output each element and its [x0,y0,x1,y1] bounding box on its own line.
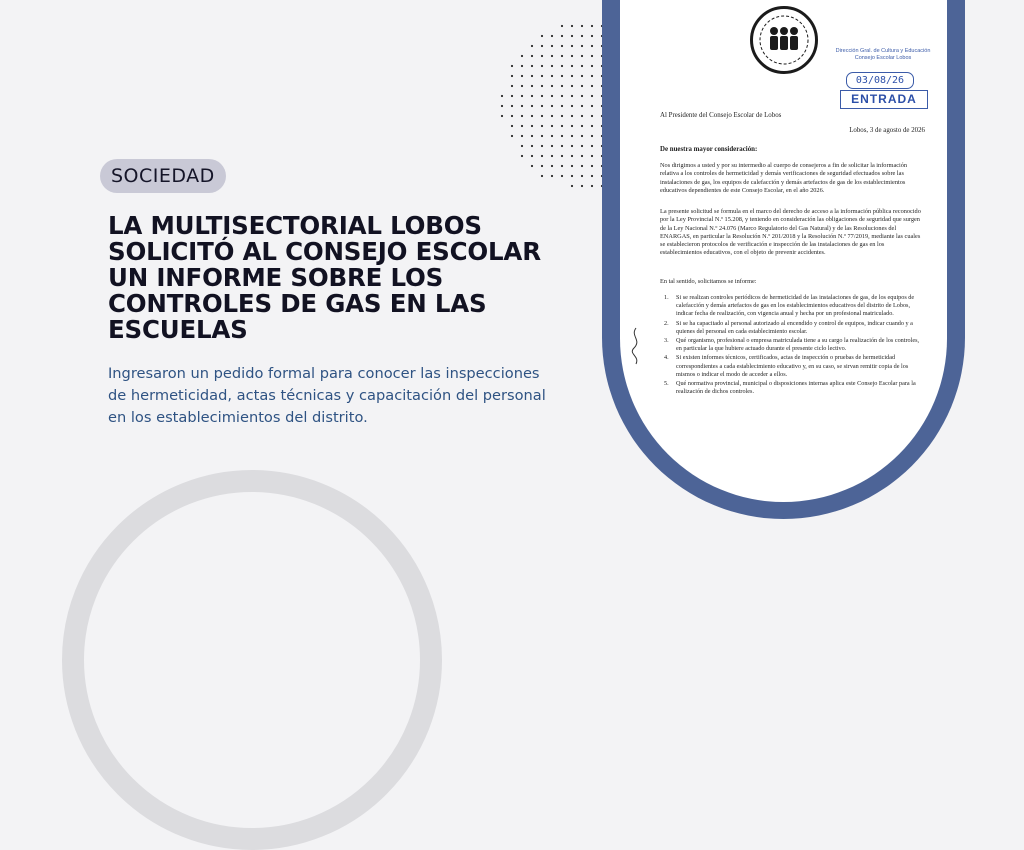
dot [591,115,593,117]
dot [581,165,583,167]
dot [551,165,553,167]
dot [581,75,583,77]
list-item [664,337,926,353]
dot [561,115,563,117]
dot [591,55,593,57]
dot [581,185,583,187]
dot [541,155,543,157]
document-image [620,0,947,502]
letter-greeting: De nuestra mayor consideración: [660,146,758,153]
section-badge[interactable]: SOCIEDAD [100,159,226,193]
dot [591,135,593,137]
dot [561,145,563,147]
dot [541,175,543,177]
dot [581,115,583,117]
dot [571,125,573,127]
dot [551,85,553,87]
dot [541,55,543,57]
dot [591,175,593,177]
dot [561,25,563,27]
dot [551,155,553,157]
dot [581,45,583,47]
dot [541,65,543,67]
dot [541,165,543,167]
dot [571,165,573,167]
dot [531,155,533,157]
dot [561,35,563,37]
item-number: 5. [664,380,669,388]
dot [551,45,553,47]
dot [591,45,593,47]
dot [511,65,513,67]
dot [541,135,543,137]
dot [541,75,543,77]
dot [581,55,583,57]
dot [571,75,573,77]
dot [551,105,553,107]
dot [541,45,543,47]
dot [581,105,583,107]
dot [591,35,593,37]
dot [581,175,583,177]
dot [551,35,553,37]
dot [501,115,503,117]
decorative-arc [62,470,442,850]
dot [511,105,513,107]
dot [591,185,593,187]
item-text: Si existen informes técnicos, certificados, actas de inspección o pruebas de hermeticidad correspondientes a cada establecimiento educativo y, en su caso, se sirvan remitir copia de los mismos o indicar el modo de acceder a ellos. [676,354,909,378]
dot [541,145,543,147]
dot [561,55,563,57]
dot [511,125,513,127]
dot [591,95,593,97]
dot [521,65,523,67]
dot [501,95,503,97]
item-text: Si se realizan controles periódicos de hermeticidad de las instalaciones de gas, de los equipos de calefacción y demás artefactos de gas en los establecimientos educativos del distrito de Lobos, indicar fecha de realización, con vigencia anual y hecha por un profesional matriculado. [676,294,915,318]
dot [541,105,543,107]
dot [521,85,523,87]
dot [531,105,533,107]
pen-mark [626,326,646,366]
headline: LA MULTISECTORIAL LOBOS SOLICITÓ AL CONSEJO ESCOLAR UN INFORME SOBRE LOS CONTROLES DE GAS EN LAS ESCUELAS [108,211,541,344]
dot [531,115,533,117]
dot [551,115,553,117]
dot [561,95,563,97]
dot [561,175,563,177]
dot [551,125,553,127]
dot [531,65,533,67]
stamp-line-2: Consejo Escolar Lobos [854,55,912,61]
dot [591,105,593,107]
dot [521,115,523,117]
dot [511,95,513,97]
list-item [664,320,926,336]
dot [581,35,583,37]
dot [571,185,573,187]
dot [571,65,573,67]
list-item [664,354,926,379]
dot [591,85,593,87]
dot [591,25,593,27]
dot [571,45,573,47]
stamp-date: 03/08/26 [846,72,914,89]
item-number: 4. [664,354,669,362]
stamp-label: ENTRADA [840,90,928,109]
dot [581,95,583,97]
dot [581,85,583,87]
dot [571,85,573,87]
item-text: Si se ha capacitado al personal autorizado al encendido y control de equipos, indicar cuando y a quienes del personal en cada establecimiento escolar. [676,319,913,335]
dot [511,115,513,117]
dot [571,105,573,107]
dot [521,55,523,57]
dot [591,155,593,157]
dot [531,55,533,57]
dot [541,115,543,117]
dot [561,105,563,107]
dot [541,125,543,127]
dot [521,135,523,137]
dot [571,115,573,117]
dot [531,95,533,97]
letter [620,0,947,502]
dot [551,55,553,57]
dot [511,85,513,87]
item-number: 1. [664,294,669,301]
dot [581,155,583,157]
item-text: Qué organismo, profesional o empresa matriculada tiene a su cargo la realización de los controles, en particular la que hubiere actuado durante el presente ciclo lectivo. [676,337,920,353]
letter-paragraph: La presente solicitud se formula en el marco del derecho de acceso a la información pública reconocido por la Ley Provincial N.º 15.208, y teniendo en consideración las obligaciones de seguridad que surgen de la Ley Nacional N.º 24.076 (Marco Regulatorio del Gas Natural) y de las Resoluciones del ENARGAS, en particular la Resolución N.º 201/2018 y la Resolución N.º 77/2019, mediante las cuales se establecieron protocolos de verificación e inspección de las instalaciones de gas en los establecimientos educativos, con el objeto de prevenir accidentes. [660,208,921,257]
dot [521,125,523,127]
item-text: Qué normativa provincial, municipal o disposiciones internas aplica este Consejo Escolar para la realización de dichos controles. [676,380,916,396]
dot [521,155,523,157]
dot [591,145,593,147]
dot [531,85,533,87]
dot [541,95,543,97]
dot [571,35,573,37]
dot [531,75,533,77]
dot-pattern [496,20,616,190]
dot [521,145,523,147]
dot [591,125,593,127]
consejo-escolar-logo-icon [750,6,818,74]
letter-addressee: Al Presidente del Consejo Escolar de Lobos [660,112,782,119]
entry-stamp [834,48,932,110]
letter-place-date: Lobos, 3 de agosto de 2026 [849,127,925,134]
dot [551,135,553,137]
dot [581,125,583,127]
dot [571,25,573,27]
dot [581,65,583,67]
dot [521,105,523,107]
dot [501,105,503,107]
dot [551,145,553,147]
stamp-line-1: Dirección Gral. de Cultura y Educación [835,48,931,54]
item-number: 2. [664,319,669,327]
dot [521,95,523,97]
dot [571,145,573,147]
dot [551,65,553,67]
dot [561,155,563,157]
list-item [664,294,926,319]
dot [511,75,513,77]
dot [541,35,543,37]
dot [571,175,573,177]
dot [581,145,583,147]
dot [561,135,563,137]
dot [531,45,533,47]
dot [591,65,593,67]
dot [551,75,553,77]
letter-paragraph: Nos dirigimos a usted y por su intermedio al cuerpo de consejeros a fin de solicitar la información relativa a los controles de hermeticidad y demás verificaciones de seguridad efectuados sobre las instalaciones de gas, los equipos de calefacción y demás artefactos de gas de los establecimientos educativos dependientes de este Consejo Escolar, en el año 2026. [660,162,908,194]
dot [561,65,563,67]
dot [531,125,533,127]
list-item [664,380,926,396]
dot [561,85,563,87]
dot [561,125,563,127]
dot [531,145,533,147]
summary: Ingresaron un pedido formal para conocer las inspecciones de hermeticidad, actas técnicas y capacitación del personal en los establecimientos del distrito. [108,365,546,426]
dot [571,55,573,57]
dot [551,175,553,177]
dot [581,25,583,27]
dot [521,75,523,77]
dot [591,75,593,77]
dot [531,165,533,167]
dot [571,155,573,157]
dot [561,165,563,167]
dot [581,135,583,137]
dot [571,95,573,97]
dot [531,135,533,137]
letter-paragraph: En tal sentido, solicitamos se informe: [660,278,757,285]
dot [591,165,593,167]
dot [551,95,553,97]
dot [561,45,563,47]
item-number: 3. [664,337,669,345]
dot [511,135,513,137]
request-list [664,294,926,397]
dot [561,75,563,77]
dot [541,85,543,87]
dot [571,135,573,137]
